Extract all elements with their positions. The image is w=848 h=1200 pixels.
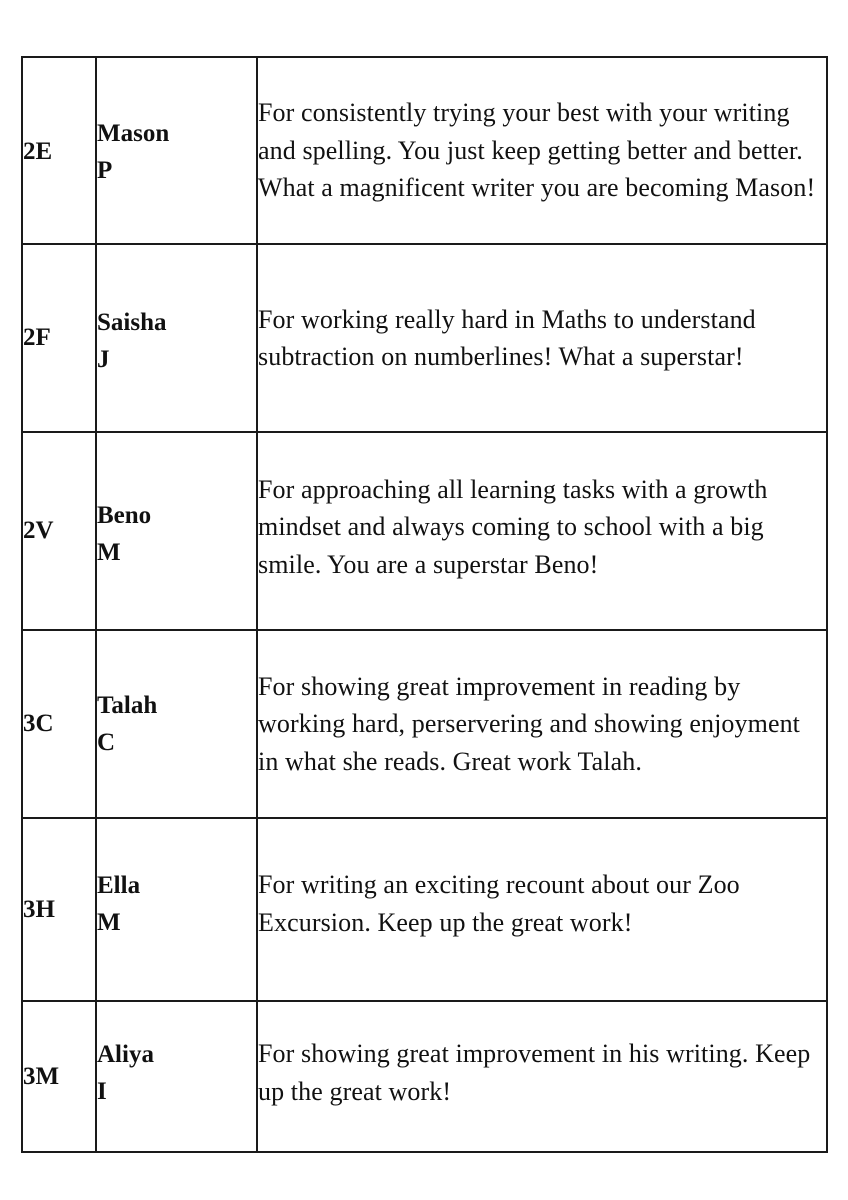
student-first-name: Mason <box>97 119 170 147</box>
table-row <box>22 432 827 630</box>
award-reason <box>257 630 827 818</box>
student-first-name: Saisha <box>97 309 167 336</box>
table-row <box>22 1001 827 1152</box>
student-last-initial: P <box>97 156 113 184</box>
award-reason <box>257 57 827 244</box>
student-name <box>96 1001 257 1152</box>
table-row <box>22 244 827 432</box>
student-last-initial: J <box>97 346 110 373</box>
student-first-name: Talah <box>97 692 158 719</box>
award-reason <box>257 1001 827 1152</box>
student-name <box>96 57 257 244</box>
class-code: 2F <box>22 244 96 432</box>
class-code: 3C <box>22 630 96 818</box>
class-code: 2E <box>22 57 96 244</box>
student-last-initial: M <box>97 908 121 936</box>
table-row <box>22 57 827 244</box>
class-code: 3H <box>22 818 96 1001</box>
student-first-name: Beno <box>97 502 152 529</box>
award-reason <box>257 244 827 432</box>
class-code: 3M <box>22 1001 96 1152</box>
student-last-initial: M <box>97 539 121 566</box>
class-code: 2V <box>22 432 96 630</box>
award-reason-text: For approaching all learning tasks with a growth mindset and always coming to school with a big smile. You are a superstar Beno! <box>258 474 768 579</box>
student-name <box>96 244 257 432</box>
awards-table <box>21 56 828 1153</box>
table-row <box>22 818 827 1001</box>
student-first-name: Aliya <box>97 1040 154 1068</box>
student-first-name: Ella <box>97 871 141 899</box>
student-name <box>96 630 257 818</box>
award-reason-text: For consistently trying your best with your writing and spelling. You just keep getting better and better. What a magnificent writer you are becoming Mason! <box>258 98 816 203</box>
award-reason-text: For showing great improvement in reading by working hard, perservering and showing enjoyment in what she reads. Great work Talah. <box>258 671 801 776</box>
award-reason-text: For writing an exciting recount about our Zoo Excursion. Keep up the great work! <box>258 870 740 937</box>
student-last-initial: C <box>97 729 116 756</box>
award-reason <box>257 432 827 630</box>
student-last-initial: I <box>97 1077 107 1105</box>
student-name <box>96 432 257 630</box>
award-reason <box>257 818 827 1001</box>
award-reason-text: For working really hard in Maths to understand subtraction on numberlines! What a superstar! <box>258 304 756 371</box>
table-row <box>22 630 827 818</box>
student-name <box>96 818 257 1001</box>
award-reason-text: For showing great improvement in his writing. Keep up the great work! <box>258 1039 811 1106</box>
